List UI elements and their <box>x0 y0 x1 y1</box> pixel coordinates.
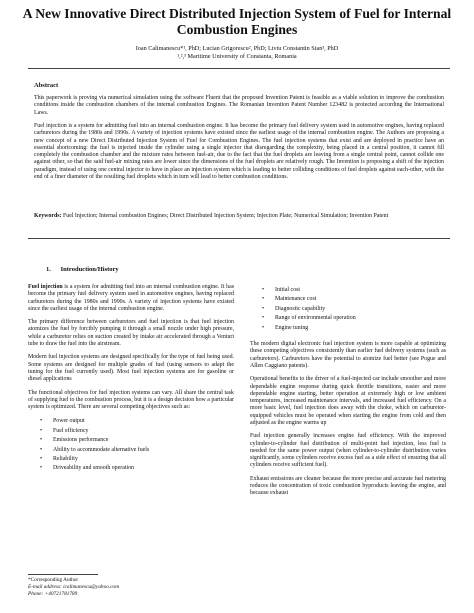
left-paragraph-2: The primary difference between carburetors and fuel injection is that fuel injection atomizes the fuel by forcibly pumping it through a small nozzle under high pressure, while a carburetor relies on suction created by intake air accelerated through a Venturi tube to draw the fuel into the airstream. <box>28 319 234 348</box>
footnote-rule <box>28 574 98 575</box>
left-paragraph-4: The functional objectives for fuel injection systems can vary. All share the central task of supplying fuel to the combustion process, but it is a design decision how a particular system is optimized. There are several competing objectives such as: <box>28 389 234 411</box>
list-item: • Engine tuning <box>250 324 446 333</box>
author-affiliation: ¹,²,³ Maritime University of Constanta, Romania <box>177 53 297 60</box>
right-paragraph-1: The modern digital electronic fuel injection system is more capable at optimizing these competing objectives consistently than earlier fuel delivery systems (such as carburetors). Carburetors have the potential to atomize fuel better (see Pogue and Allen Caggiano patents). <box>250 341 446 369</box>
list-item: • Range of environmental operation <box>250 314 446 323</box>
list-item: • Power output <box>28 417 234 426</box>
abstract-heading: Abstract <box>34 82 59 89</box>
abstract-paragraph-1: This paperwork is proving via numerical simulation using the software Fluent that the proposed Invention Patent is feasible as a viable solution to improve the combustion conditions inside the combustion chambers of the internal combustion Engines. The Romanian Invention Patent Number 123482 is protected according the International Laws. <box>34 95 444 116</box>
paper-title: A New Innovative Direct Distributed Injection System of Fuel for Internal Combustion Engines <box>22 6 452 37</box>
list-item: • Diagnostic capability <box>250 305 446 314</box>
keywords-text: Fuel Injection; Internal combustion Engines; Direct Distributed Injection System; Injection Plate; Numerical Simulation; Invention Patent <box>61 213 389 219</box>
keywords-label: Keywords: <box>34 213 62 219</box>
fuel-injection-term: Fuel injection <box>28 284 63 290</box>
list-item: • Initial cost <box>250 286 446 295</box>
footnote-phone: Phone: +40721781789 <box>28 590 78 597</box>
left-paragraph-1-text: is a system for admitting fuel into an internal combustion engine. It has become the primary fuel delivery system used in automotive engines, having replaced carburetors during the 1980s and 1990s. A variety of injection systems have existed since the earliest usage of the internal combustion engine. <box>28 284 234 312</box>
footnote-email: E-mail address: icalimanescu@yahoo.com <box>28 583 120 590</box>
author-block <box>20 45 454 61</box>
list-item: • Driveability and smooth operation <box>28 464 234 473</box>
right-column <box>250 286 446 504</box>
left-paragraph-3: Modern fuel injection systems are designed specifically for the type of fuel being used. Some systems are designed for multiple grades of fuel (using sensors to adapt the tuning for the fuel currently used). Most fuel injection systems are for gasoline or diesel applications <box>28 354 234 383</box>
objectives-list-continued <box>250 286 446 333</box>
footnote <box>28 577 119 597</box>
list-item: • Ability to accommodate alternative fuels <box>28 446 234 455</box>
objectives-list <box>28 417 234 473</box>
list-item: • Reliability <box>28 455 234 464</box>
right-paragraph-4: Exhaust emissions are cleaner because the more precise and accurate fuel metering reduces the concentration of toxic combustion byproducts leaving the engine, and because exhaust <box>250 475 446 497</box>
list-item: • Emissions performance <box>28 436 234 445</box>
abstract-bottom-rule <box>28 238 450 239</box>
section-1-heading: 1. Introduction/History <box>46 266 119 273</box>
footnote-corresponding: *Corresponding Author <box>28 577 79 583</box>
left-paragraph-1 <box>28 284 234 313</box>
abstract-top-rule <box>28 68 450 69</box>
list-item: • Fuel efficiency <box>28 427 234 436</box>
left-column <box>28 284 234 480</box>
right-paragraph-2: Operational benefits to the driver of a fuel-injected car include smoother and more dependable engine response during quick throttle transitions, easier and more dependable engine starting, better operation at extremely high or low ambient temperatures, increased maintenance intervals, and increased fuel efficiency. On a more basic level, fuel injection does away with the choke, which on carburetor-equipped vehicles must be operated when starting the engine from cold and then adjusted as the engine warms up <box>250 376 446 426</box>
abstract-paragraph-2: Fuel injection is a system for admitting fuel into an internal combustion engine. It has become the primary fuel delivery system used in automotive engines, having replaced carburetors during the 1980s and 1990s. A variety of injection systems have existed since the earliest usage of the internal combustion engine. The Authors are proposing a new concept of a new Direct Distributed Injection System of Fuel for Combustion Engines. The fuel injection systems that exist and are deployed in practice have an essential shortcoming: the fuel is injected inside the cylinder using a single injector that disregarding the complexity, being placed in a central position, it cannot fill completely the combustion chamber and the mixture rates between fuel-air, due to the fact that the fuel droplets are leaving from a single central point, cannot collide one against other, so that the said fuel-air mixing rates are lower since the dimensions of the fuel droplets are relatively rough. The Invention is proposing a shift of the injection paradigm, instead of using one central injector to have in place an injection system which is leading to better colliding conditions of fuel droplets against each-other, with the end of a finer diameter of the resulting fuel droplets which in turn will lead to better combustion conditions. <box>34 123 444 181</box>
right-paragraph-3: Fuel injection generally increases engine fuel efficiency. With the improved cylinder-to-cylinder fuel distribution of multi-point fuel injection, less fuel is needed for the same power output (when cylinder-to-cylinder distribution varies significantly, some cylinders receive excess fuel as a side effect of ensuring that all cylinders receive sufficient fuel). <box>250 433 446 469</box>
author-list: Ioan Calimanescu*¹, PhD; Lucian Grigorescu², PhD; Liviu Constantin Stan³, PhD <box>135 45 339 52</box>
keywords <box>34 213 444 220</box>
list-item: • Maintenance cost <box>250 295 446 304</box>
